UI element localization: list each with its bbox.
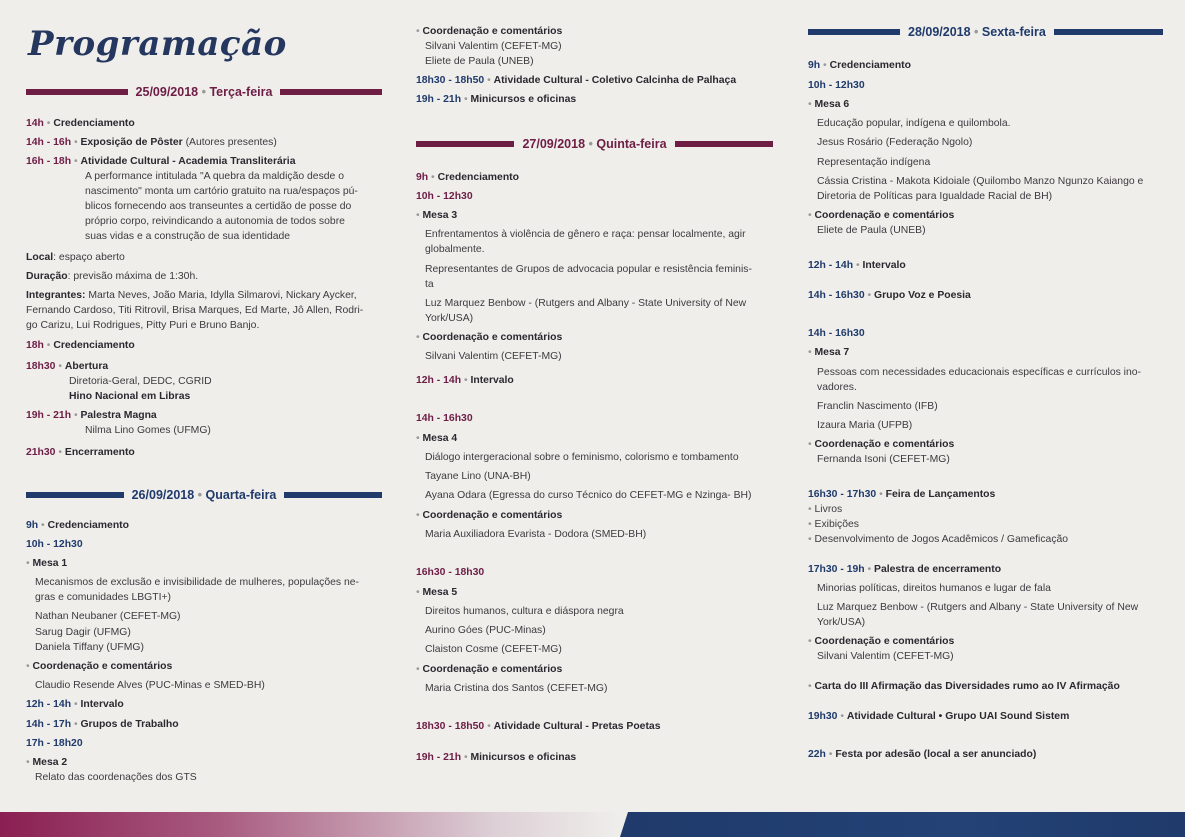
schedule-time: 10h - 12h30 xyxy=(808,80,865,91)
detail-line: Ayana Odara (Egressa do curso Técnico do CEFET-MG e Nzinga- BH) xyxy=(425,490,752,501)
coordination-title: • Coordenação e comentários xyxy=(808,636,955,647)
session-title: • Mesa 4 xyxy=(416,433,458,444)
local-info: Local: espaço aberto xyxy=(26,252,125,263)
divider-bar xyxy=(280,89,382,95)
schedule-time: 10h - 12h30 xyxy=(416,191,473,202)
detail-line: Representantes de Grupos de advocacia popular e resistência feminis- xyxy=(425,264,752,275)
duration-info: Duração: previsão máxima de 1:30h. xyxy=(26,271,199,282)
day-date: 27/09/2018 xyxy=(522,137,586,151)
schedule-time: 10h - 12h30 xyxy=(26,539,83,550)
divider-bar xyxy=(26,492,124,498)
schedule-item: 19h30 • Atividade Cultural • Grupo UAI Sound Sistem xyxy=(808,711,1070,722)
schedule-item: • Carta do III Afirmação das Diversidades rumo ao IV Afirmação xyxy=(808,681,1120,692)
detail-line: Izaura Maria (UFPB) xyxy=(817,420,913,431)
schedule-item: 12h - 14h • Intervalo xyxy=(808,260,906,271)
schedule-item: 21h30 • Encerramento xyxy=(26,447,135,458)
detail-line: Claudio Resende Alves (PUC-Minas e SMED-BH) xyxy=(35,680,265,691)
list-item: • Livros xyxy=(808,504,843,515)
day-date: 25/09/2018 xyxy=(135,85,199,99)
detail-line: Luz Marquez Benbow - (Rutgers and Albany - State University of New xyxy=(425,298,747,309)
detail-line: York/USA) xyxy=(425,313,474,324)
detail-line: Daniela Tiffany (UFMG) xyxy=(35,642,144,653)
footer-stripe-wine xyxy=(0,812,620,837)
divider-bar xyxy=(808,29,900,35)
detail-line: Cássia Cristina - Makota Kidoiale (Quilombo Manzo Ngunzo Kaiango e xyxy=(817,176,1144,187)
day-weekday: Quarta-feira xyxy=(205,488,277,502)
detail-line: Minorias políticas, direitos humanos e lugar de fala xyxy=(817,583,1051,594)
members-info: Integrantes: Marta Neves, João Maria, Idylla Silmarovi, Nickary Aycker, xyxy=(26,290,357,301)
detail-line: Eliete de Paula (UNEB) xyxy=(425,56,534,67)
performance-description: suas vidas e a construção de sua identidade xyxy=(85,231,291,242)
schedule-item: 9h • Credenciamento xyxy=(808,60,911,71)
detail-line: Maria Auxiliadora Evarista - Dodora (SMED-BH) xyxy=(425,529,647,540)
detail-line: Claiston Cosme (CEFET-MG) xyxy=(425,644,562,655)
detail-line: Diretoria de Políticas para Igualdade Racial de BH) xyxy=(817,191,1053,202)
detail-line: Enfrentamentos à violência de gênero e raça: pensar localmente, agir xyxy=(425,229,746,240)
schedule-item: 19h - 21h • Minicursos e oficinas xyxy=(416,752,577,763)
divider-bar xyxy=(284,492,382,498)
footer-stripe-navy xyxy=(620,812,1185,837)
schedule-item: 12h - 14h • Intervalo xyxy=(416,375,514,386)
session-title: • Mesa 2 xyxy=(26,757,68,768)
detail-line: Aurino Góes (PUC-Minas) xyxy=(425,625,546,636)
detail-line: Eliete de Paula (UNEB) xyxy=(817,225,926,236)
schedule-time: 14h - 16h30 xyxy=(416,413,473,424)
detail-line: gras e comunidades LBGTI+) xyxy=(35,592,172,603)
members-info: Fernando Cardoso, Titi Ritrovil, Brisa Marques, Ed Marte, Jô Allen, Rodri- xyxy=(26,305,364,316)
performance-description: nascimento" monta um cartório gratuito na rua/espaços pú- xyxy=(85,186,358,197)
detail-line: Tayane Lino (UNA-BH) xyxy=(425,471,531,482)
coordination-title: • Coordenação e comentários xyxy=(26,661,173,672)
divider-bar xyxy=(1054,29,1163,35)
day-date: 28/09/2018 xyxy=(908,25,971,39)
divider-bar xyxy=(416,141,514,147)
detail-line: Nathan Neubaner (CEFET-MG) xyxy=(35,611,181,622)
performance-description: A performance intitulada "A quebra da maldição desde o xyxy=(85,171,345,182)
divider-bar xyxy=(675,141,773,147)
detail-line: ta xyxy=(425,279,434,290)
detail-line: Educação popular, indígena e quilombola. xyxy=(817,118,1011,129)
session-title: • Mesa 5 xyxy=(416,587,458,598)
schedule-item: 14h - 16h30 • Grupo Voz e Poesia xyxy=(808,290,971,301)
schedule-item: 22h • Festa por adesão (local a ser anunciado) xyxy=(808,749,1037,760)
schedule-item: 19h - 21h • Palestra Magna xyxy=(26,410,157,421)
session-title: • Mesa 7 xyxy=(808,347,850,358)
detail-line: Hino Nacional em Libras xyxy=(69,391,191,402)
detail-line: vadores. xyxy=(817,382,857,393)
page-title: Programação xyxy=(28,24,287,64)
schedule-time: 16h30 - 18h30 xyxy=(416,567,485,578)
detail-line: Maria Cristina dos Santos (CEFET-MG) xyxy=(425,683,608,694)
coordination-title: • Coordenação e comentários xyxy=(808,210,955,221)
session-title: • Mesa 3 xyxy=(416,210,458,221)
coordination-title: • Coordenação e comentários xyxy=(416,26,563,37)
schedule-item: 9h • Credenciamento xyxy=(26,520,129,531)
day-weekday: Sexta-feira xyxy=(981,25,1046,39)
footer-decoration xyxy=(0,812,1185,837)
schedule-item: 16h30 - 17h30 • Feira de Lançamentos xyxy=(808,489,996,500)
schedule-item: 14h - 16h • Exposição de Pôster (Autores presentes) xyxy=(26,137,277,148)
day-header-friday: 28/09/2018 • Sexta-feira xyxy=(808,24,1163,40)
day-weekday: Quinta-feira xyxy=(596,137,667,151)
schedule-item: 14h - 17h • Grupos de Trabalho xyxy=(26,719,179,730)
detail-line: globalmente. xyxy=(425,244,485,255)
detail-line: Silvani Valentim (CEFET-MG) xyxy=(817,651,954,662)
detail-line: Pessoas com necessidades educacionais específicas e currículos ino- xyxy=(817,367,1142,378)
schedule-item: 19h - 21h • Minicursos e oficinas xyxy=(416,94,577,105)
detail-line: Representação indígena xyxy=(817,157,931,168)
performance-description: próprio corpo, reivindicando a autonomia de todos sobre xyxy=(85,216,345,227)
detail-line: Nilma Lino Gomes (UFMG) xyxy=(85,425,211,436)
detail-line: Diálogo intergeracional sobre o feminismo, colorismo e tombamento xyxy=(425,452,739,463)
schedule-item: 12h - 14h • Intervalo xyxy=(26,699,124,710)
detail-line: Fernanda Isoni (CEFET-MG) xyxy=(817,454,950,465)
coordination-title: • Coordenação e comentários xyxy=(416,510,563,521)
coordination-title: • Coordenação e comentários xyxy=(808,439,955,450)
detail-line: Relato das coordenações dos GTS xyxy=(35,772,197,783)
schedule-item: 18h30 - 18h50 • Atividade Cultural - Coletivo Calcinha de Palhaça xyxy=(416,75,737,86)
detail-line: Mecanismos de exclusão e invisibilidade de mulheres, populações ne- xyxy=(35,577,360,588)
schedule-item: 18h30 • Abertura xyxy=(26,361,109,372)
day-date: 26/09/2018 xyxy=(131,488,195,502)
detail-line: Franclin Nascimento (IFB) xyxy=(817,401,938,412)
session-title: • Mesa 1 xyxy=(26,558,68,569)
detail-line: Luz Marquez Benbow - (Rutgers and Albany - State University of New xyxy=(817,602,1139,613)
coordination-title: • Coordenação e comentários xyxy=(416,332,563,343)
detail-line: Jesus Rosário (Federação Ngolo) xyxy=(817,137,973,148)
detail-line: Direitos humanos, cultura e diáspora negra xyxy=(425,606,624,617)
detail-line: Silvani Valentim (CEFET-MG) xyxy=(425,351,562,362)
coordination-title: • Coordenação e comentários xyxy=(416,664,563,675)
schedule-item: 14h • Credenciamento xyxy=(26,118,135,129)
day-header-tuesday: 25/09/2018 • Terça-feira xyxy=(26,84,382,100)
day-header-thursday: 27/09/2018 • Quinta-feira xyxy=(416,136,773,152)
divider-bar xyxy=(26,89,128,95)
schedule-item: 18h30 - 18h50 • Atividade Cultural - Pretas Poetas xyxy=(416,721,661,732)
detail-line: Sarug Dagir (UFMG) xyxy=(35,627,131,638)
schedule-time: 17h - 18h20 xyxy=(26,738,83,749)
list-item: • Exibições xyxy=(808,519,860,530)
schedule-item: 18h • Credenciamento xyxy=(26,340,135,351)
schedule-item: 9h • Credenciamento xyxy=(416,172,519,183)
detail-line: York/USA) xyxy=(817,617,866,628)
schedule-time: 14h - 16h30 xyxy=(808,328,865,339)
performance-description: blicos fornecendo aos transeuntes a certidão de posse do xyxy=(85,201,352,212)
list-item: • Desenvolvimento de Jogos Acadêmicos / Gameficação xyxy=(808,534,1069,545)
detail-line: Diretoria-Geral, DEDC, CGRID xyxy=(69,376,212,387)
session-title: • Mesa 6 xyxy=(808,99,850,110)
detail-line: Silvani Valentim (CEFET-MG) xyxy=(425,41,562,52)
members-info: go Carizu, Lui Rodrigues, Pitty Puri e Bruno Banjo. xyxy=(26,320,260,331)
schedule-item: 17h30 - 19h • Palestra de encerramento xyxy=(808,564,1002,575)
day-weekday: Terça-feira xyxy=(209,85,273,99)
schedule-item: 16h - 18h • Atividade Cultural - Academia Transliterária xyxy=(26,156,296,167)
day-header-wednesday: 26/09/2018 • Quarta-feira xyxy=(26,487,382,503)
